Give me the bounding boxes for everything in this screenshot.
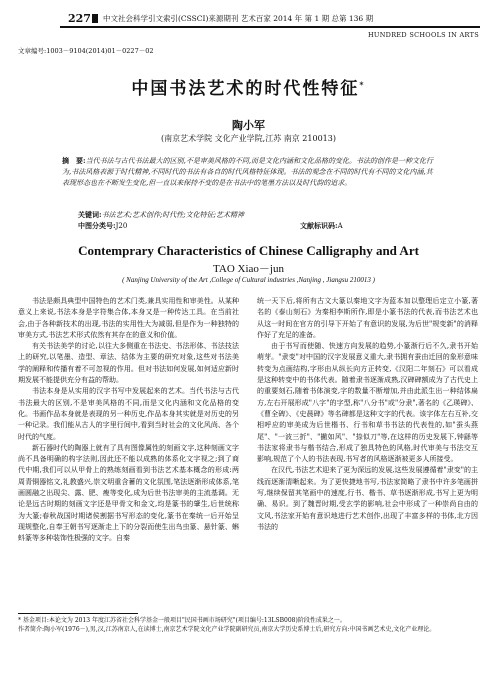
keywords-text: 书法艺术;艺术创作;时代性;文化特征;艺术精神 [101,211,245,219]
body-paragraph: 有关书法美学的讨论,以往大多侧重在书法史、书法形体、书法技法上的研究,以笔墨、造型、章法、结体为主要的研究对象,这些对书法美学的阐释和传播有着不可忽视的作用。但对书法如何发展,如何适应新时期发展不能提供充分有益的帮助。 [18,342,239,385]
article-id: 文章编号:1003－9104(2014)01－0227－02 [18,47,154,55]
title-footnote-mark: * [359,79,366,90]
body-column-right [257,296,478,612]
page-number: 227 [68,12,91,25]
document-code-text: A [337,222,343,230]
abstract-text: 当代书法与古代书法最大的区别,不是审美风格的不同,而是文化内涵和文化品格的变化。书法的创作是一种文化行为,书法风格表源于时代精神,不同时代的书法有各自的时代风格特征体现。书法的观念在不同的时代有不同的文化内涵,其表现形态也在不断发生变化,但一直以来保持不变的是在书法中的笔墨方法以及时代韵的追求。 [62,157,434,187]
header-bar-mark [92,14,98,23]
abstract-label: 摘 要: [62,156,86,165]
footnote-funding: * 基金项目:本论文为 2013 年度江苏省社会科学基金一般项目"民国书画市场研究"(项目编号:13LSB008)阶段性成果之一。 [18,617,346,624]
body-paragraph: 由于书写而使随、快速方向发展的趋势,小篆渐行后不久,隶书开始萌芽。"隶变"对中国的汉字发展意义重大,隶书拥有蚕由迁回的象形意味转变为点画结构,字形由从纵长向方正转变,《汉阳二年刻石》可以看成是这种转变中的书体代表。随着隶书逐渐成熟,汉碑碑额成为了古代史上的重要刻石,随着书体演变,字的数量不断增加,并由此派生出一种结体扁方,左右开展形成"八字"的字型,称"八分书"或"分隶",著名的《乙瑛碑》、《曹全碑》、《史晨碑》等名碑都是这种文字的代表。该字体左右互补,交相呼应的审美成为后世楷书、行书和草书书法的代表性的,如"蚕头燕尾"、"一波三折"、"撇如风"、"捺似刀"等,在这样的历史发展下,钟繇等书法家将隶书与楷书结合,形成了独具特色的风格,时代审美与书法交互影响,规范了个人的书法表现,书写者的风格逐渐被更多人所接受。 [257,342,478,464]
classification-label: 中图分类号: [78,221,116,230]
body-paragraph: 书法是颇具典型中国特色的艺术门类,兼具实用性和审美性。从某种意义上来说,书法本身是字符集合体,本身又是一种传达工具。在当前社会,由于各种新技术的出现,书法的实用性大为减弱,但是作为一种独特的审美方式,书法艺术形式依然有其存在的意义和价值。 [18,297,239,339]
keywords-label: 关键词: [78,210,102,219]
english-affiliation: ( Nanjing University of the Art ,College of Cultural industries ,Nanjing , Jiangsu 210013 ) [122,276,375,284]
paper-title [0,74,497,99]
body-paragraph: 统一天下后,将所有古文大篆以秦地文字为蓝本加以整理后定立小篆,著名的《泰山刻石》为秦相李斯所作,即是小篆书法的代表,而书法艺术也从这一时间在官方的引导下开始了有意识的发展,为后世"规变新"的消释作好了充足的准备。 [257,297,478,339]
header-rule [60,26,480,28]
body-paragraph: 书法本身是从实用的汉字书写中发展起来的艺术。当代书法与古代书法最大的区别,不是审美风格的不同,而是文化内涵和文化品格的变化。书画作品本身就是表现的另一种历史,作品本身其实就是对历史的另一种记录。我们能从古人的字里行间中,看到当时社会的文化风尚、各个时代的气度。 [18,387,239,441]
footnote-rule [18,613,138,614]
journal-english-name: HUNDRED SCHOOLS IN ARTS [367,31,479,39]
classification [78,221,127,231]
english-title: Contemprary Characteristics of Chinese Calligraphy and Art [78,243,419,258]
author-name: 陶小军 [232,119,265,132]
body-column-left [18,296,239,612]
abstract [62,155,437,189]
english-author: TAO Xiao－jun [213,263,284,275]
classification-text: J20 [115,222,128,230]
paper-title-text: 中国书法艺术的时代性特征 [131,79,360,99]
author-affiliation: (南京艺术学院 文化产业学院,江苏 南京 210013) [161,134,336,143]
footnote-author-bio: 作者简介:陶小军(1976－),男,汉,江苏南京人,在读博士,南京艺术学院文化产业学院副研究员,南京大学历史系博士后,研究方向:中国书画艺术史,文化产业理论。 [18,626,436,633]
keywords [78,210,244,220]
journal-line: 中文社会科学引文索引(CSSCI)来源期刊 艺术百家 2014 年 第 1 期 总第 136 期 [103,14,374,23]
document-code [300,221,343,231]
document-code-label: 文献标识码: [300,221,338,230]
footnotes [18,616,478,634]
body-paragraph: 在汉代,书法艺术迎来了更为深远的发展,这些发展遵循着"隶变"的主线而逐渐清晰起来。为了更快捷地书写,书法家简略了隶书中许多笔画拼写,继续保留其笔画中的速度,行书、楷书、草书逐渐形成,书写上更为明确、易识。到了魏晋时期,受玄学的影响,社会中形成了一种崇尚自由的文风,书法家开始有意识地进行艺术创作,出现了丰富多样的书体,北方因书法的 [257,466,478,531]
body-paragraph: 新石器时代的陶器上就有了具有图像属性的刻画文字,这种刻画文字尚不具备明确的构字法则,因此还不能以成熟的体系化文字视之;到了商代中期,我们可以从甲骨上的熟练刻画看到书法艺术基本概念的形成:两周青铜器铭文,礼教盛兴,崇文明重含蓄的文化氛围,笔法逐渐形成体系,笔画圆融之出现尖、露、肥、瘦等变化,成为后世书法审美的主流基调。无论是远古时期的刻画文字还是甲骨文和金文,均是篆书的肇生,后世统称为大篆;春秋战国时期诸侯割据书写形态的变化,篆书在秦统一后开始呈现规整化,自奉王朝书写逐渐走上下的分裂而使生出鸟虫篆、悬针篆、蝌蚪篆等多种装饰性极强的文字。自秦 [18,443,239,543]
